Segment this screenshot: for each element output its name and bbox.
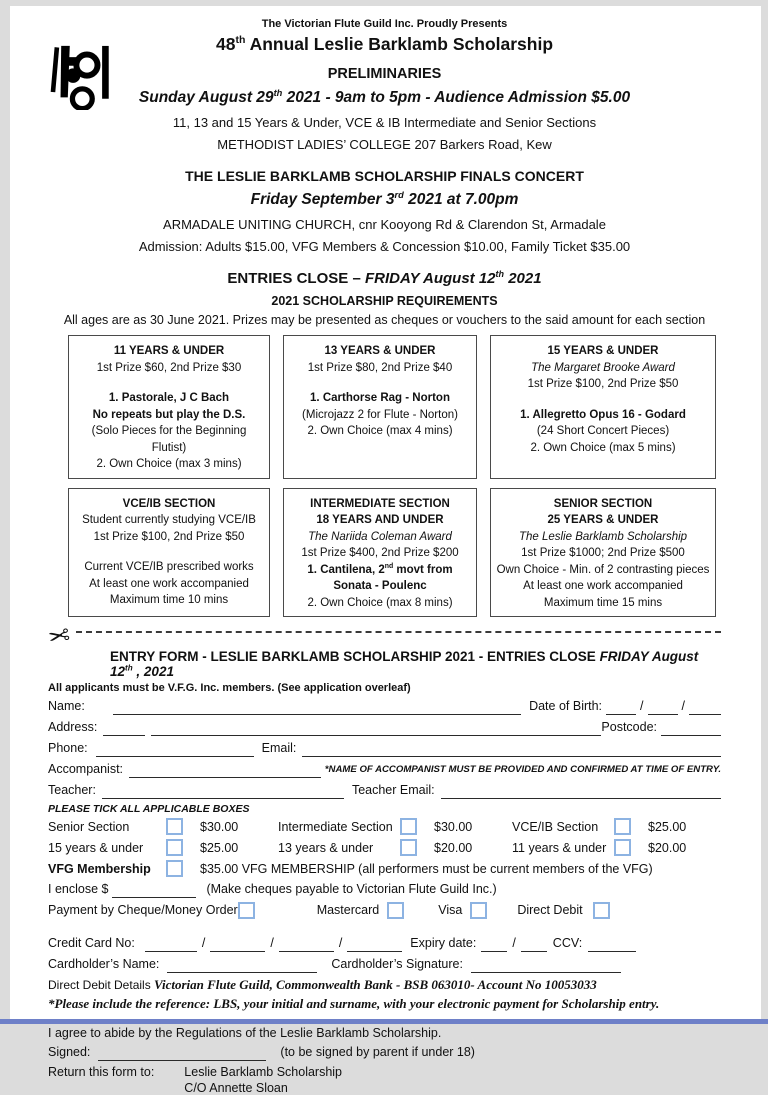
fee-table xyxy=(48,816,721,858)
signed-row xyxy=(48,1044,721,1061)
cardholder-row xyxy=(48,956,721,973)
checkbox-vce-ib-section[interactable] xyxy=(614,818,631,835)
box-line: The Margaret Brooke Award xyxy=(531,361,675,374)
requirements-grid xyxy=(68,335,721,617)
card-number-field-1[interactable] xyxy=(145,938,197,952)
box-line: (Microjazz 2 for Flute - Norton) xyxy=(302,408,458,421)
fee-amount-11-years-under: $20.00 xyxy=(648,840,687,855)
checkbox-intermediate-section[interactable] xyxy=(400,818,417,835)
address-field-1[interactable] xyxy=(103,722,145,736)
name-row xyxy=(48,698,721,715)
box-line: 1st Prize $1000; 2nd Prize $500 xyxy=(521,547,685,559)
enclose-amount-field[interactable] xyxy=(112,884,196,898)
return-label: Return this form to: xyxy=(48,1065,155,1079)
agree-statement: I agree to abide by the Regulations of the Leslie Barklamb Scholarship. xyxy=(48,1026,442,1040)
box-line: 2. Own Choice (max 5 mins) xyxy=(530,441,676,454)
phone-field[interactable] xyxy=(96,743,254,757)
checkbox-vfg-membership[interactable] xyxy=(166,860,183,877)
expiry-year-field[interactable] xyxy=(521,938,547,952)
card-number-field-4[interactable] xyxy=(347,938,402,952)
box-line: Current VCE/IB prescribed works xyxy=(84,561,254,573)
fee-label-15-years-under: 15 years & under xyxy=(48,840,144,855)
box-line xyxy=(288,376,472,390)
document-page xyxy=(10,6,761,1095)
enclose-label: I enclose $ xyxy=(48,882,109,896)
box-line: At least one work accompanied xyxy=(523,580,683,592)
fee-amount-13-years-under: $20.00 xyxy=(434,840,473,855)
card-number-field-2[interactable] xyxy=(210,938,265,952)
box-line: 1st Prize $100, 2nd Prize $50 xyxy=(527,378,679,390)
return-line-2: C/O Annette Sloan xyxy=(184,1081,288,1095)
box-line: No repeats but play the D.S. xyxy=(92,408,246,421)
box-line: At least one work accompanied xyxy=(89,577,249,590)
box-line: The Leslie Barklamb Scholarship xyxy=(518,530,688,543)
presents-line: The Victorian Flute Guild Inc. Proudly Presents xyxy=(261,18,508,30)
box-line: (24 Short Concert Pieces) xyxy=(536,425,670,437)
box-line: 1. Allegretto Opus 16 - Godard xyxy=(520,408,686,421)
members-note: All applicants must be V.F.G. Inc. members. (See application overleaf) xyxy=(48,682,411,694)
cardholder-signature-field[interactable] xyxy=(471,959,621,973)
checkbox-15-years-under[interactable] xyxy=(166,839,183,856)
tick-note: PLEASE TICK ALL APPLICABLE BOXES xyxy=(48,803,250,815)
preliminaries-venue: METHODIST LADIES’ COLLEGE 207 Barkers Road, Kew xyxy=(217,137,552,152)
phone-row xyxy=(48,740,721,757)
box-line xyxy=(73,376,265,390)
return-line-1: Leslie Barklamb Scholarship xyxy=(184,1065,343,1079)
fee-label-intermediate-section: Intermediate Section xyxy=(278,819,393,834)
credit-card-row xyxy=(48,935,721,952)
membership-fee: $35.00 VFG MEMBERSHIP (all performers must be current members of the VFG) xyxy=(200,861,653,876)
fee-amount-15-years-under: $25.00 xyxy=(200,840,239,855)
card-slash: / xyxy=(338,936,343,950)
address-label: Address: xyxy=(48,720,98,734)
box-line xyxy=(73,545,265,559)
fee-label-senior-section: Senior Section xyxy=(48,819,130,834)
entry-form-heading: ENTRY FORM - LESLIE BARKLAMB SCHOLARSHIP 2021 - ENTRIES CLOSE FRIDAY August 12th , 2021 xyxy=(110,649,699,679)
box-line: Maximum time 15 mins xyxy=(543,596,663,609)
cardholder-signature-label: Cardholder’s Signature: xyxy=(331,957,463,971)
credit-card-label: Credit Card No: xyxy=(48,936,135,950)
checkbox-cheque-money-order[interactable] xyxy=(238,902,255,919)
return-to-row xyxy=(48,1065,721,1095)
box-line: SENIOR SECTION xyxy=(553,497,653,510)
sections-line: 11, 13 and 15 Years & Under, VCE & IB Intermediate and Senior Sections xyxy=(172,115,597,130)
name-label: Name: xyxy=(48,699,85,713)
fee-amount-intermediate-section: $30.00 xyxy=(434,819,473,834)
box-line: 11 YEARS & UNDER xyxy=(113,345,225,357)
dob-label: Date of Birth: xyxy=(529,699,603,713)
enclose-note: (Make cheques payable to Victorian Flute Guild Inc.) xyxy=(206,882,497,896)
postcode-field[interactable] xyxy=(661,722,721,736)
box-line: Sonata - Poulenc xyxy=(333,580,427,592)
dob-slash: / xyxy=(640,699,644,713)
visa-label: Visa xyxy=(438,903,463,917)
payment-row xyxy=(48,902,721,919)
phone-label: Phone: xyxy=(48,741,88,755)
cut-here-row xyxy=(45,619,721,653)
finals-concert-heading: THE LESLIE BARKLAMB SCHOLARSHIP FINALS CONCERT xyxy=(185,168,584,184)
checkbox-visa[interactable] xyxy=(470,902,487,919)
checkbox-direct-debit[interactable] xyxy=(593,902,610,919)
accompanist-row xyxy=(48,761,721,778)
checkbox-11-years-under[interactable] xyxy=(614,839,631,856)
address-row xyxy=(48,719,721,736)
fee-label-vce-ib-section: VCE/IB Section xyxy=(512,819,599,834)
requirements-heading: 2021 SCHOLARSHIP REQUIREMENTS xyxy=(271,294,498,308)
preliminaries-heading: PRELIMINARIES xyxy=(327,66,442,82)
box-line: 1. Pastorale, J C Bach xyxy=(108,392,230,404)
cardholder-name-field[interactable] xyxy=(167,959,317,973)
membership-label: VFG Membership xyxy=(48,861,151,876)
checkbox-senior-section[interactable] xyxy=(166,818,183,835)
box-line: Student currently studying VCE/IB xyxy=(82,514,256,526)
box-line: 1st Prize $60, 2nd Prize $30 xyxy=(96,361,242,374)
box-11-years-under xyxy=(68,335,270,479)
teacher-field[interactable] xyxy=(102,785,344,799)
signature-field[interactable] xyxy=(98,1047,266,1061)
box-line: 18 YEARS AND UNDER xyxy=(316,514,444,526)
card-slash: / xyxy=(270,936,274,950)
box-line: 15 YEARS & UNDER xyxy=(547,345,659,357)
dob-month-field[interactable] xyxy=(648,701,678,715)
signed-label: Signed: xyxy=(48,1045,91,1059)
scissors-icon: ✂ xyxy=(45,619,73,653)
membership-row xyxy=(48,858,721,879)
box-line: Maximum time 10 mins xyxy=(109,594,229,606)
box-line: 1st Prize $400, 2nd Prize $200 xyxy=(301,547,459,559)
box-line: 2. Own Choice (max 3 mins) xyxy=(96,458,242,470)
cardholder-name-label: Cardholder’s Name: xyxy=(48,957,160,971)
accompanist-field[interactable] xyxy=(129,764,321,778)
expiry-month-field[interactable] xyxy=(481,938,507,952)
box-vce-ib-section xyxy=(68,488,270,618)
fee-row xyxy=(48,816,721,837)
mastercard-label: Mastercard xyxy=(316,903,380,917)
payment-label: Payment by Cheque/Money Order xyxy=(48,903,238,917)
cut-line xyxy=(76,631,721,633)
entries-close-heading: ENTRIES CLOSE – FRIDAY August 12th 2021 xyxy=(227,269,542,287)
dob-year-field[interactable] xyxy=(689,701,721,715)
flute-guild-logo xyxy=(48,34,114,110)
box-line: INTERMEDIATE SECTION xyxy=(310,497,450,510)
name-field[interactable] xyxy=(113,701,521,715)
box-line: 13 YEARS & UNDER xyxy=(324,345,436,357)
email-field[interactable] xyxy=(302,743,721,757)
accompanist-label: Accompanist: xyxy=(48,762,124,776)
finals-venue: ARMADALE UNITING CHURCH, cnr Kooyong Rd & Clarendon St, Armadale xyxy=(163,217,606,232)
preliminaries-date: Sunday August 29th 2021 - 9am to 5pm - Audience Admission $5.00 xyxy=(138,87,631,106)
box-intermediate-section xyxy=(283,488,477,618)
fee-label-13-years-under: 13 years & under xyxy=(278,840,374,855)
postcode-label: Postcode: xyxy=(601,720,657,734)
dob-slash: / xyxy=(681,699,685,713)
dob-day-field[interactable] xyxy=(606,701,636,715)
box-line: VCE/IB SECTION xyxy=(122,497,216,510)
box-line: 1. Carthorse Rag - Norton xyxy=(310,392,450,404)
ccv-label: CCV: xyxy=(552,936,583,950)
address-field-2[interactable] xyxy=(151,722,601,736)
box-line: 2. Own Choice (max 8 mins) xyxy=(307,596,453,609)
fee-amount-vce-ib-section: $25.00 xyxy=(648,819,687,834)
card-number-field-3[interactable] xyxy=(279,938,334,952)
box-line: 1st Prize $100, 2nd Prize $50 xyxy=(93,530,245,543)
card-slash: / xyxy=(201,936,206,950)
fee-label-11-years-under: 11 years & under xyxy=(512,840,607,855)
fee-amount-senior-section: $30.00 xyxy=(200,819,239,834)
box-line: 1. Cantilena, 2nd movt from xyxy=(307,562,453,576)
expiry-slash: / xyxy=(512,936,516,950)
teacher-email-field[interactable] xyxy=(441,785,721,799)
box-15-years-under xyxy=(490,335,716,479)
bottom-edge-bar xyxy=(0,1019,768,1024)
ccv-field[interactable] xyxy=(588,938,636,952)
accompanist-note: *NAME OF ACCOMPANIST MUST BE PROVIDED AND CONFIRMED AT TIME OF ENTRY. xyxy=(324,764,721,775)
finals-date: Friday September 3rd 2021 at 7.00pm xyxy=(250,189,519,208)
email-label: Email: xyxy=(261,741,297,755)
box-line: 25 YEARS & UNDER xyxy=(547,514,659,526)
box-line: The Nariida Coleman Award xyxy=(308,530,452,543)
teacher-email-label: Teacher Email: xyxy=(351,783,435,797)
signed-note: (to be signed by parent if under 18) xyxy=(280,1045,475,1059)
box-line: 1st Prize $80, 2nd Prize $40 xyxy=(307,361,453,374)
box-13-years-under xyxy=(283,335,477,479)
expiry-label: Expiry date: xyxy=(410,936,477,950)
teacher-row xyxy=(48,782,721,799)
ages-note: All ages are as 30 June 2021. Prizes may be presented as cheques or vouchers to the said amount for each section xyxy=(63,313,706,327)
payment-reference-note: *Please include the reference: LBS, your initial and surname, with your electronic payment for Scholarship entry. xyxy=(48,996,660,1011)
teacher-label: Teacher: xyxy=(48,783,96,797)
box-line: Own Choice - Min. of 2 contrasting pieces xyxy=(496,563,710,576)
page-title: 48th Annual Leslie Barklamb Scholarship xyxy=(215,34,554,54)
checkbox-13-years-under[interactable] xyxy=(400,839,417,856)
box-senior-section xyxy=(490,488,716,618)
box-line: (Solo Pieces for the Beginning Flutist) xyxy=(91,425,247,454)
finals-admission: Admission: Adults $15.00, VFG Members & Concession $10.00, Family Ticket $35.00 xyxy=(138,239,631,254)
fee-row xyxy=(48,837,721,858)
enclose-row xyxy=(48,881,721,898)
checkbox-mastercard[interactable] xyxy=(387,902,404,919)
box-line: 2. Own Choice (max 4 mins) xyxy=(307,425,453,437)
direct-debit-details: Direct Debit Details Victorian Flute Guild, Commonwealth Bank - BSB 063010- Account No 10053033 xyxy=(48,977,597,992)
box-line xyxy=(495,393,711,407)
direct-debit-label: Direct Debit xyxy=(517,903,583,917)
